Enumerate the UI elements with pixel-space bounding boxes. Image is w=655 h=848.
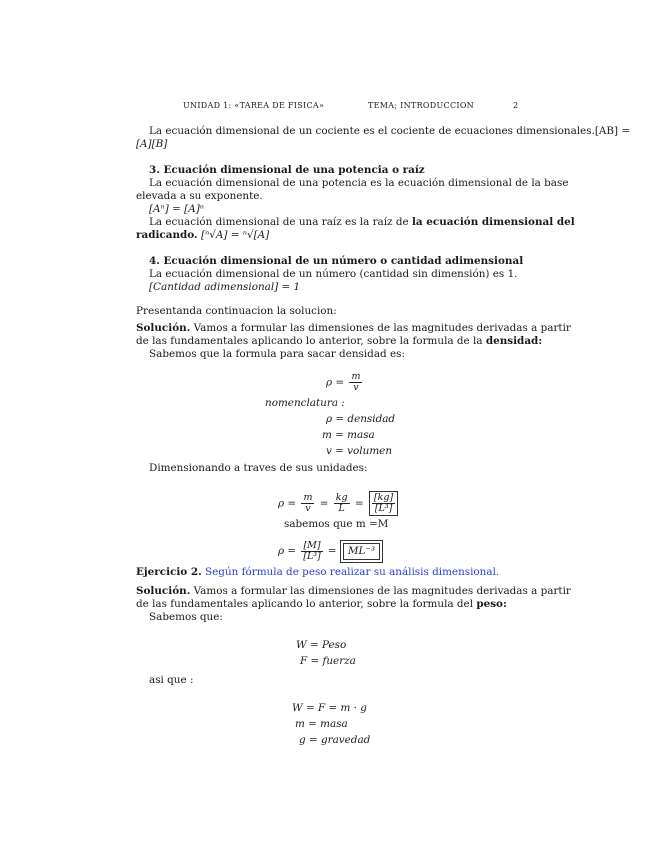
- item3-line-4: radicando. [ⁿ√A] = ⁿ√[A]: [136, 229, 270, 241]
- dimensioning-line: Dimensionando a traves de sus unidades:: [149, 462, 368, 474]
- density-result-box: ML⁻³: [340, 540, 383, 563]
- weight-definition: W = Peso: [296, 639, 347, 651]
- running-header: [0, 101, 655, 113]
- density-formula: ρ = $\frac{m}{v}$: [326, 371, 361, 393]
- nomenclature-density: ρ = densidad: [326, 413, 396, 425]
- presentanda-line: Presentanda continuacion la solucion:: [136, 305, 337, 317]
- item3-line-2: elevada a su exponente.: [136, 190, 263, 202]
- root-formula: [ⁿ√A] = ⁿ√[A]: [200, 229, 270, 241]
- solution2-line-2: de las fundamentales aplicando lo anterior, sobre la formula del peso:: [136, 598, 507, 610]
- gravity-definition: g = gravedad: [299, 734, 371, 746]
- solution1-line-3: Sabemos que la formula para sacar densidad es:: [149, 348, 405, 360]
- density-result-equation: ρ = $\frac{[M]}{\text{[L³]}}$ = ML⁻³: [278, 540, 383, 563]
- solution1-line-2: de las fundamentales aplicando lo anterior, sobre la formula de la densidad:: [136, 335, 543, 347]
- solution1-line-1: Solución. Vamos a formular las dimensiones de las magnitudes derivadas a partir: [136, 322, 571, 334]
- power-formula: [Aⁿ] = [A]ⁿ: [149, 203, 204, 215]
- intro-line-2: [A][B]: [136, 138, 168, 150]
- intro-line-1: La ecuación dimensional de un cociente es el cociente de ecuaciones dimensionales.[AB] =: [149, 125, 631, 137]
- item3-line-1: La ecuación dimensional de una potencia es la ecuación dimensional de la base: [149, 177, 569, 189]
- page-number: 2: [513, 101, 519, 110]
- header-topic: TEMA; INTRODUCCION: [368, 101, 474, 110]
- item4-line-1: La ecuación dimensional de un número (cantidad sin dimensión) es 1.: [149, 268, 518, 280]
- exercise2-heading: Ejercicio 2. Según fórmula de peso realizar su análisis dimensional.: [136, 566, 500, 578]
- nomenclature-label: nomenclatura :: [265, 397, 345, 409]
- asi-que-line: asi que :: [149, 674, 194, 686]
- units-equation: ρ = $\frac{m}{v}$ = $\frac{kg}{L}$ = $\frac{[kg]}{\text{[L³]}}$: [278, 491, 400, 516]
- nomenclature-mass: m = masa: [322, 429, 375, 441]
- item4-title: 4. Ecuación dimensional de un número o cantidad adimensional: [149, 255, 524, 267]
- mass-substitution: sabemos que m =M: [284, 518, 389, 530]
- item3-line-3: La ecuación dimensional de una raíz es la raíz de la ecuación dimensional del: [149, 216, 575, 228]
- solution2-line-3: Sabemos que:: [149, 611, 223, 623]
- header-unit: UNIDAD 1: «TAREA DE FISICA»: [183, 101, 325, 110]
- nomenclature-volume: v = volumen: [326, 445, 393, 457]
- weight-equation: W = F = m · g: [292, 702, 367, 714]
- solution2-line-1: Solución. Vamos a formular las dimensiones de las magnitudes derivadas a partir: [136, 585, 571, 597]
- force-definition: F = fuerza: [300, 655, 356, 667]
- item3-title: 3. Ecuación dimensional de una potencia o raíz: [149, 164, 425, 176]
- dimensionless-formula: [Cantidad adimensional] = 1: [149, 281, 301, 293]
- mass-definition: m = masa: [295, 718, 348, 730]
